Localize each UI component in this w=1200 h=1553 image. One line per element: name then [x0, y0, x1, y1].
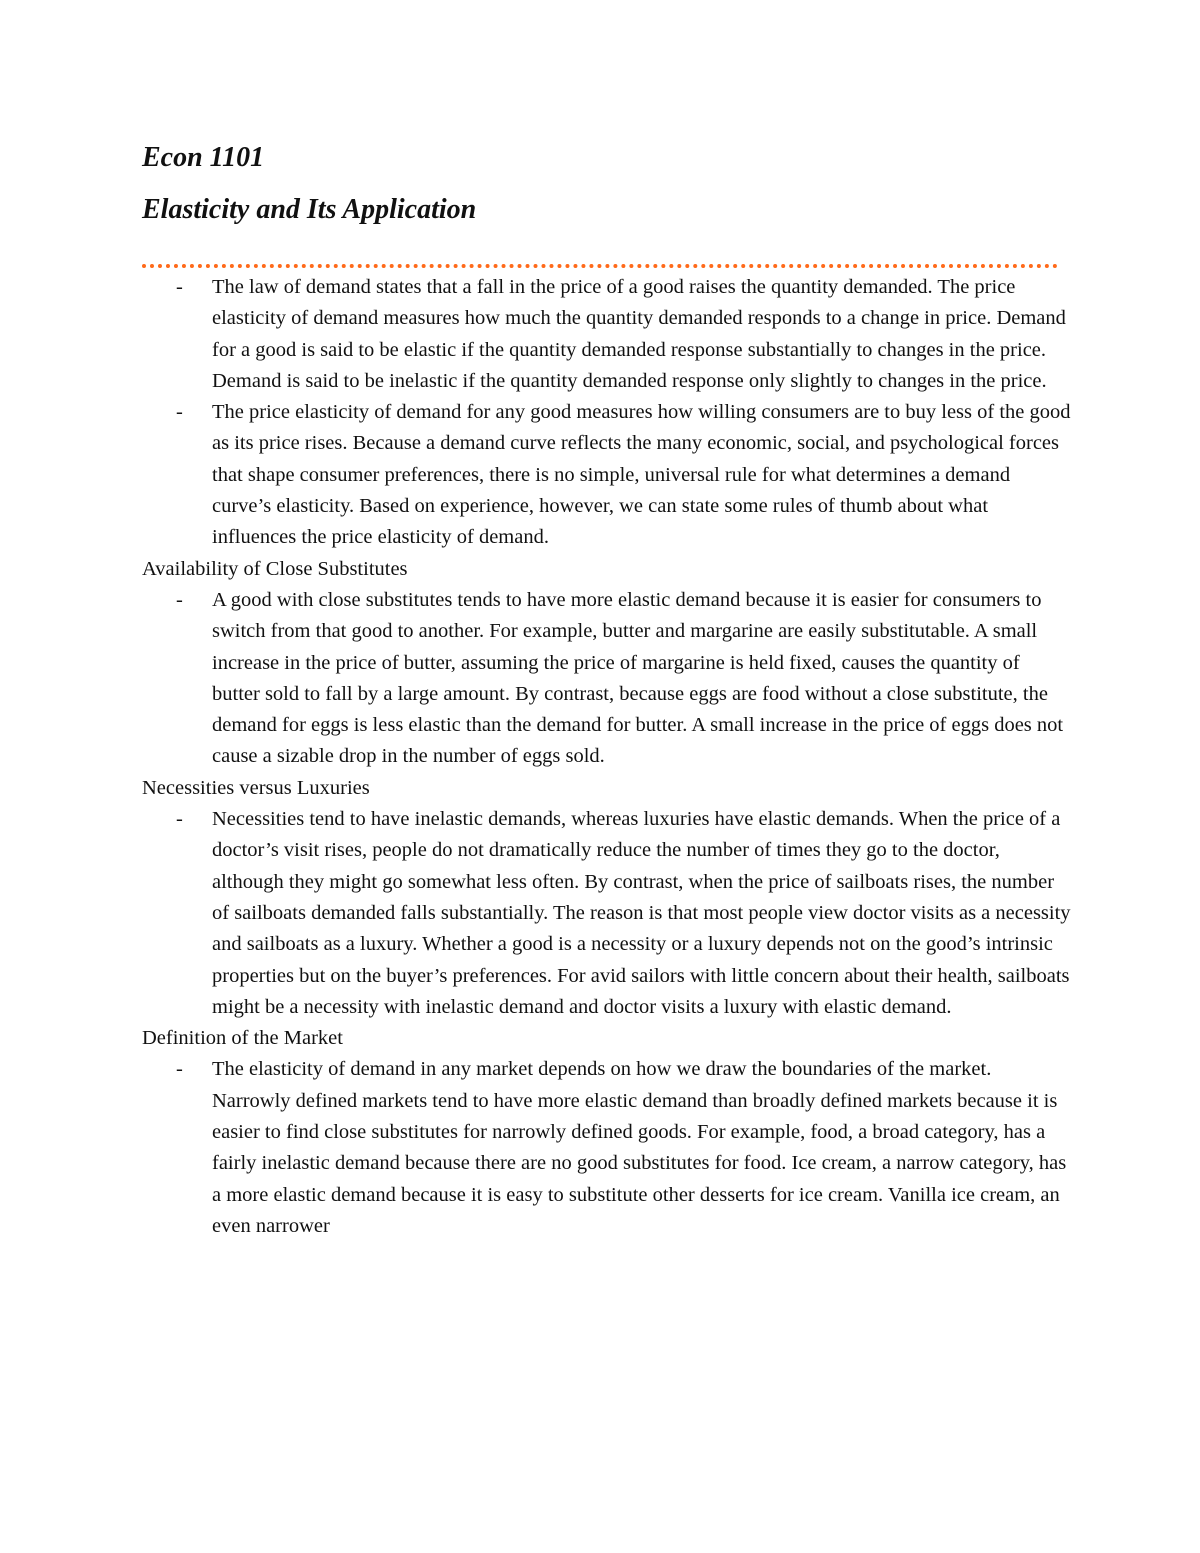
bullet-dash: - — [176, 1058, 183, 1081]
intro-bullet-list — [142, 272, 1072, 554]
section-heading-market: Definition of the Market — [142, 1027, 343, 1050]
section-heading-substitutes: Availability of Close Substitutes — [142, 557, 408, 580]
document-subtitle: Elasticity and Its Application — [142, 194, 477, 225]
necessities-bullet-list — [142, 804, 1072, 1023]
market-bullet-list — [142, 1054, 1072, 1242]
bullet-text: The law of demand states that a fall in the price of a good raises the quantity demanded. The price elasticity of demand measures how much the quantity demanded responds to a change in price. Demand for a good is said to be elastic if the quantity demanded response substantially to changes in the price. Demand is said to be inelastic if the quantity demanded response only slightly to changes in the price. — [212, 276, 1066, 392]
bullet-dash: - — [176, 276, 183, 298]
bullet-text: Necessities tend to have inelastic demands, whereas luxuries have elastic demands. When the price of a doctor’s visit rises, people do not dramatically reduce the number of times they go to the doctor, although they might go somewhat less often. By contrast, when the price of sailboats rises, the number of sailboats demanded falls substantially. The reason is that most people view doctor visits as a necessity and sailboats as a luxury. Whether a good is a necessity or a luxury depends not on the good’s intrinsic properties but on the buyer’s preferences. For avid sailors with little concern about their health, sailboats might be a necessity with inelastic demand and doctor visits a luxury with elastic demand. — [212, 808, 1071, 1018]
bullet-dash: - — [176, 401, 183, 424]
document-body — [142, 140, 1072, 1242]
document-title: Econ 1101 — [142, 142, 265, 173]
bullet-text: The elasticity of demand in any market depends on how we draw the boundaries of the market. Narrowly defined markets tend to have more elastic demand than broadly defined markets because it is easier to find close substitutes for narrowly defined goods. For example, food, a broad category, has a fairly inelastic demand because there are no good substitutes for food. Ice cream, a narrow category, has a more elastic demand because it is easy to substitute other desserts for ice cream. Vanilla ice cream, an even narrower — [212, 1058, 1067, 1237]
list-item — [142, 585, 1072, 773]
list-item — [142, 272, 1072, 397]
bullet-dash: - — [176, 588, 183, 611]
section-heading-necessities: Necessities versus Luxuries — [142, 776, 370, 799]
substitutes-bullet-list — [142, 585, 1072, 773]
list-item — [142, 397, 1072, 553]
bullet-text: A good with close substitutes tends to have more elastic demand because it is easier for consumers to switch from that good to another. For example, butter and margarine are easily substitutable. A small increase in the price of butter, assuming the price of margarine is held fixed, causes the quantity of butter sold to fall by a large amount. By contrast, because eggs are food without a close substitute, the demand for eggs is less elastic than the demand for butter. A small increase in the price of eggs does not cause a sizable drop in the number of eggs sold. — [212, 588, 1064, 768]
section-divider — [142, 264, 1058, 268]
bullet-dash: - — [176, 808, 183, 831]
list-item — [142, 1054, 1072, 1242]
list-item — [142, 804, 1072, 1023]
bullet-text: The price elasticity of demand for any good measures how willing consumers are to buy less of the good as its price rises. Because a demand curve reflects the many economic, social, and psychological forces that shape consumer preferences, there is no simple, universal rule for what determines a demand curve’s elasticity. Based on experience, however, we can state some rules of thumb about what influences the price elasticity of demand. — [212, 401, 1071, 549]
